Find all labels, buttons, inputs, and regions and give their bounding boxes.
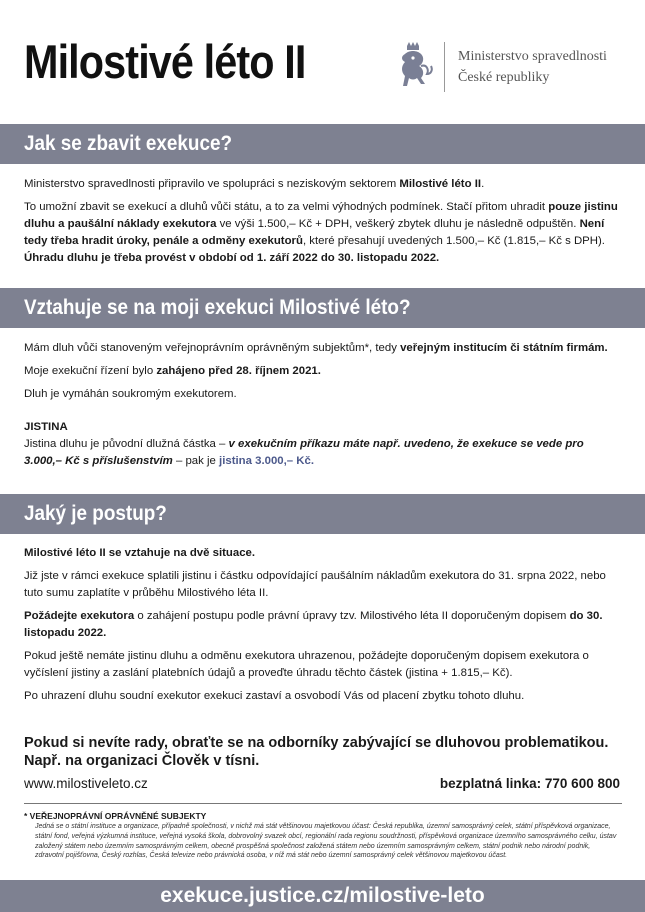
cta-line-2: Např. na organizaci Člověk v tísni. [24, 753, 260, 769]
text: Mám dluh vůči stanoveným veřejnoprávním oprávněným subjektům*, tedy [24, 342, 401, 354]
section-heading-band-2 [0, 288, 645, 328]
section-3-paragraph-3 [24, 608, 622, 642]
call-to-action [24, 734, 624, 770]
footnote-text: Jedná se o státní instituce a organizace, případně společnosti, v nichž má stát většinovou majetkovou účast: Česká republika, územní samosprávný celek, státní příspěvková organizace, státní fond, veřejná výzkumná instituce, veřejná vysoká škola, dobrovolný svazek obcí, regionální rada regionu soudržnosti, příspěvková organizace územního samosprávného celku, ústav založený státem nebo územním samosprávným celkem, obecně prospěšná společnost založená státem nebo územním samosprávným celkem, státní podnik nebo národní podnik, zdravotní pojišťovna, Český rozhlas, Česká televize nebo právnická osoba, v níž má stát nebo územní samosprávný celek většinovou majetkovou účast. [35, 823, 617, 860]
text: – pak je [172, 455, 220, 467]
section-2-paragraph-2 [24, 363, 622, 380]
section-heading-3: Jaký je postup? [24, 502, 167, 525]
ministry-line-1: Ministerstvo spravedlnosti [458, 49, 607, 64]
section-1-paragraph-2 [24, 199, 622, 267]
text: , které přesahují uvedených 1.500,– Kč (1.815,– Kč s DPH). [302, 235, 605, 247]
bold-italic-text: v exekučním příkazu máte např. uvedeno, že exekuce se vede pro 3.000,– Kč s příslušenstvím [24, 438, 584, 467]
section-2-paragraph-1 [24, 340, 622, 357]
section-2-paragraph-3: Dluh je vymáhán soukromým exekutorem. [24, 388, 237, 400]
section-heading-band-3 [0, 494, 645, 534]
bold-text: Požádejte exekutora [24, 610, 135, 622]
czech-lion-emblem-icon [395, 40, 435, 92]
section-3-paragraph-2: Již jste v rámci exekuce splatili jistinu i částku odpovídající paušálním nákladům exekutora do 31. srpna 2022, nebo tuto sumu zaplatíte v průběhu Milostivého léta II. [24, 570, 606, 599]
logo-divider [444, 42, 445, 92]
section-1-paragraph-1 [24, 176, 622, 193]
bold-text: Úhradu dluhu je třeba provést v období od 1. září 2022 do 30. listopadu 2022. [24, 252, 440, 264]
footer-url-link[interactable]: exekuce.justice.cz/milostive-leto [160, 884, 485, 907]
section-3-paragraph-1: Milostivé léto II se vztahuje na dvě situace. [24, 547, 256, 559]
bold-text: veřejným institucím či státním firmám. [400, 342, 608, 354]
footnote-title: * VEŘEJNOPRÁVNÍ OPRÁVNĚNÉ SUBJEKTY [24, 811, 207, 821]
contact-row [24, 776, 620, 798]
footnote-divider [24, 803, 622, 804]
bold-text: Není tedy třeba hradit úroky, penále a odměny exekutorů [24, 218, 605, 247]
text: Jistina dluhu je původní dlužná částka – [24, 438, 229, 450]
jistina-label: JISTINA [24, 421, 68, 433]
section-3-body [24, 545, 622, 705]
text: . [481, 178, 485, 190]
section-1-body [24, 176, 622, 267]
highlighted-text: jistina 3.000,– Kč. [219, 455, 315, 467]
page-header [0, 0, 645, 122]
ministry-line-2: České republiky [458, 70, 550, 85]
bold-text: do 30. listopadu 2022. [24, 610, 603, 639]
bold-text: zahájeno před 28. říjnem 2021. [156, 365, 321, 377]
text: o zahájení postupu podle právní úpravy tzv. Milostivého léta II doporučeným dopisem [134, 610, 570, 622]
text: Moje exekuční řízení bylo [24, 365, 157, 377]
text: To umožní zbavit se exekucí a dluhů vůči státu, a to za velmi výhodných podmínek. Stačí přitom uhradit [24, 201, 549, 213]
hotline-number[interactable]: bezplatná linka: 770 600 800 [439, 776, 620, 791]
bold-text: Milostivé léto II [399, 178, 482, 190]
section-heading-2: Vztahuje se na moji exekuci Milostivé léto? [24, 296, 411, 319]
section-2-body [24, 340, 622, 470]
text: ve výši 1.500,– Kč + DPH, veškerý zbytek dluhu je následně odpuštěn. [216, 218, 580, 230]
section-3-paragraph-5: Po uhrazení dluhu soudní exekutor exekuci zastaví a osvobodí Vás od placení zbytku tohoto dluhu. [24, 690, 525, 702]
section-3-paragraph-4: Pokud ještě nemáte jistinu dluhu a odměnu exekutora uhrazenou, požádejte doporučeným dopisem exekutora o vyčíslení jistiny a zaslání platebních údajů a proveďte úhradu těchto částek (jistina + 1.815,– Kč). [24, 650, 589, 679]
ministry-name [458, 46, 607, 88]
section-heading-1: Jak se zbavit exekuce? [24, 132, 233, 155]
section-heading-band-1 [0, 124, 645, 164]
website-link[interactable]: www.milostiveleto.cz [24, 776, 148, 791]
footer-band [0, 880, 645, 912]
jistina-paragraph [24, 436, 622, 470]
page-title: Milostivé léto II [24, 35, 306, 88]
bold-text: pouze jistinu dluhu a paušální náklady exekutora [24, 201, 618, 230]
cta-line-1: Pokud si nevíte rady, obraťte se na odborníky zabývající se dluhovou problematikou. [24, 735, 609, 751]
text: Ministerstvo spravedlnosti připravilo ve spolupráci s neziskovým sektorem [24, 178, 400, 190]
